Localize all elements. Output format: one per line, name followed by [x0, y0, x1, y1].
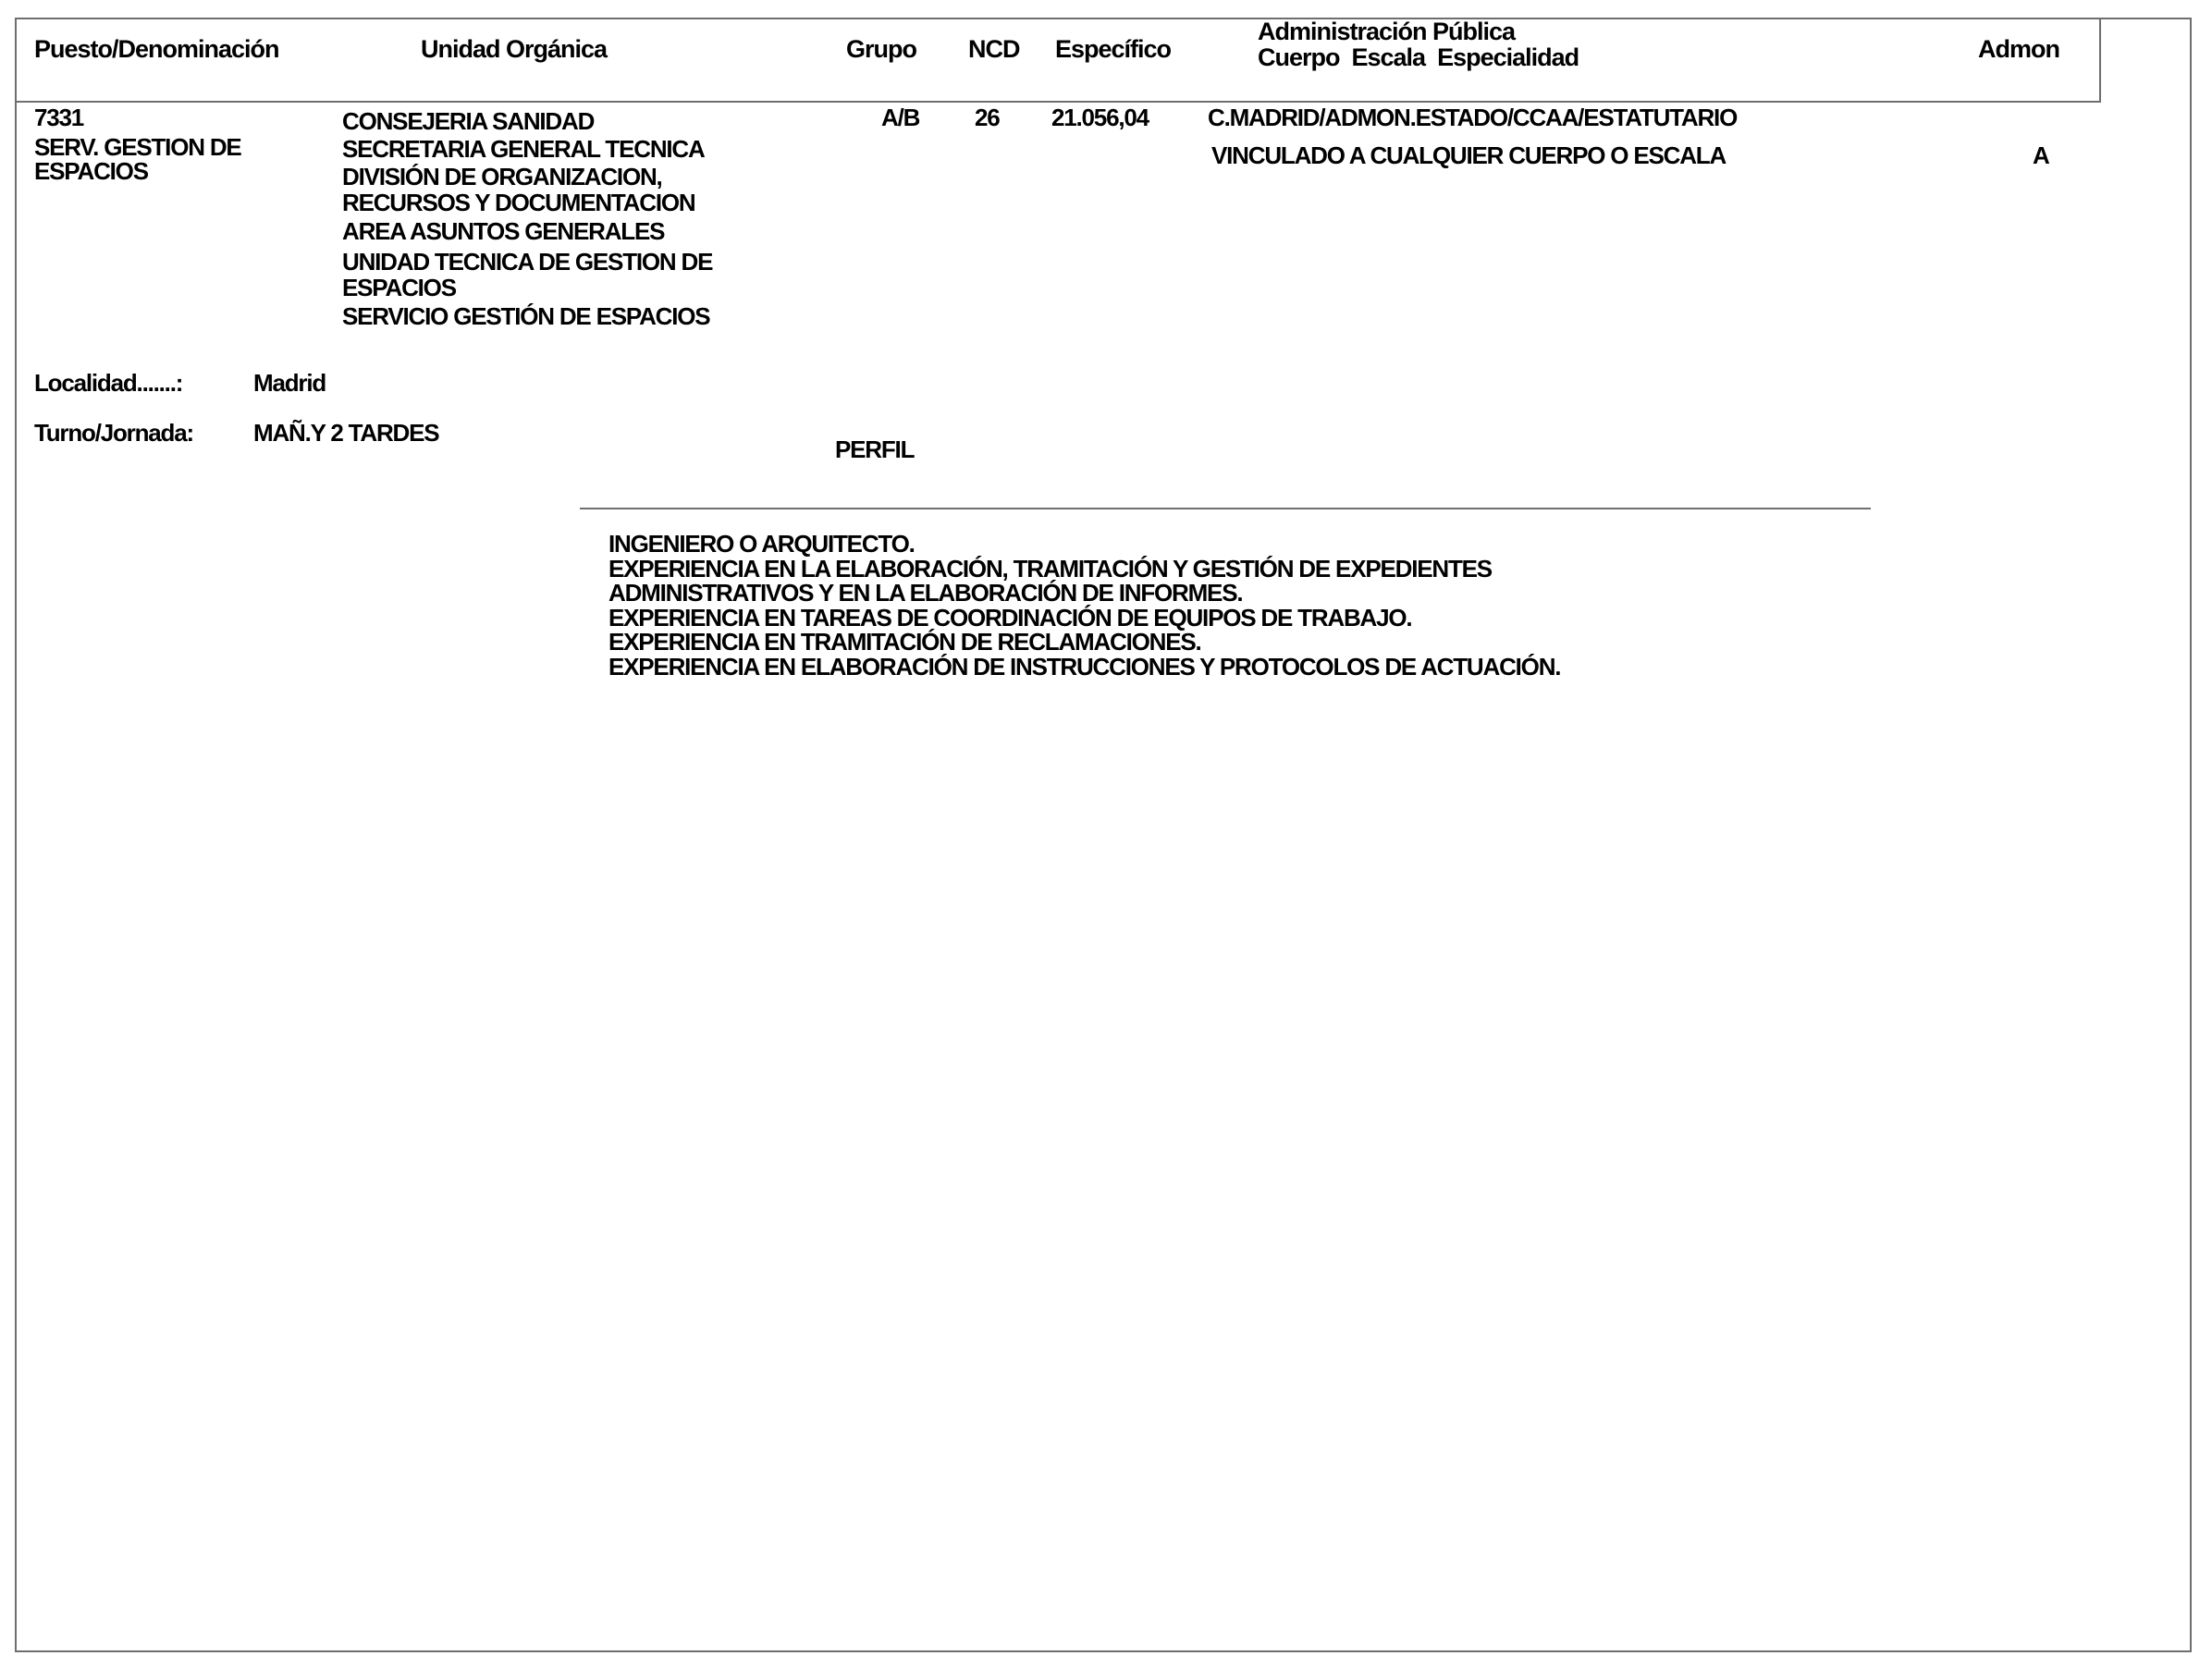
administracion-value: C.MADRID/ADMON.ESTADO/CCAA/ESTATUTARIO: [1208, 104, 1738, 131]
header-puesto: Puesto/Denominación: [34, 35, 279, 63]
especifico-value: 21.056,04: [1051, 104, 1149, 131]
unidad-line: RECURSOS Y DOCUMENTACION: [342, 189, 695, 216]
puesto-code: 7331: [34, 104, 84, 131]
admon-value: A: [2033, 141, 2049, 169]
header-administracion-publica: Administración Pública: [1258, 18, 1516, 45]
perfil-line: ADMINISTRATIVOS Y EN LA ELABORACIÓN DE INFORMES.: [608, 579, 1243, 607]
denominacion-line: ESPACIOS: [34, 157, 148, 185]
header-cuerpo-escala-especialidad: Cuerpo Escala Especialidad: [1258, 43, 1579, 71]
header-unidad-organica: Unidad Orgánica: [421, 35, 608, 63]
header-especifico: Específico: [1055, 35, 1172, 63]
unidad-line: SERVICIO GESTIÓN DE ESPACIOS: [342, 302, 710, 330]
cuerpo-value: VINCULADO A CUALQUIER CUERPO O ESCALA: [1211, 141, 1727, 169]
perfil-line: INGENIERO O ARQUITECTO.: [608, 530, 915, 558]
turno-value: MAÑ.Y 2 TARDES: [253, 419, 439, 447]
perfil-title: PERFIL: [835, 435, 915, 463]
turno-label: Turno/Jornada:: [34, 419, 193, 447]
perfil-line: EXPERIENCIA EN ELABORACIÓN DE INSTRUCCIONES Y PROTOCOLOS DE ACTUACIÓN.: [608, 652, 1561, 681]
header-grupo: Grupo: [846, 35, 916, 63]
unidad-line: SECRETARIA GENERAL TECNICA: [342, 135, 705, 163]
ncd-value: 26: [975, 104, 1000, 131]
unidad-line: ESPACIOS: [342, 274, 456, 301]
header-admon: Admon: [1978, 35, 2059, 63]
localidad-value: Madrid: [253, 369, 326, 397]
perfil-line: EXPERIENCIA EN TRAMITACIÓN DE RECLAMACIONES.: [608, 628, 1201, 656]
unidad-organica-list: [342, 107, 712, 333]
unidad-line: AREA ASUNTOS GENERALES: [342, 217, 665, 245]
unidad-line: UNIDAD TECNICA DE GESTION DE: [342, 248, 713, 276]
puesto-denominacion: [34, 135, 241, 183]
header-ncd: NCD: [968, 35, 1020, 63]
denominacion-line: SERV. GESTION DE: [34, 133, 241, 161]
perfil-requirements: [608, 532, 1560, 679]
unidad-line: DIVISIÓN DE ORGANIZACION,: [342, 163, 662, 190]
unidad-line: CONSEJERIA SANIDAD: [342, 107, 595, 135]
perfil-line: EXPERIENCIA EN TAREAS DE COORDINACIÓN DE EQUIPOS DE TRABAJO.: [608, 603, 1412, 632]
perfil-divider: [580, 508, 1871, 509]
localidad-label: Localidad.......:: [34, 369, 183, 397]
perfil-line: EXPERIENCIA EN LA ELABORACIÓN, TRAMITACIÓN Y GESTIÓN DE EXPEDIENTES: [608, 554, 1492, 583]
grupo-value: A/B: [881, 104, 920, 131]
